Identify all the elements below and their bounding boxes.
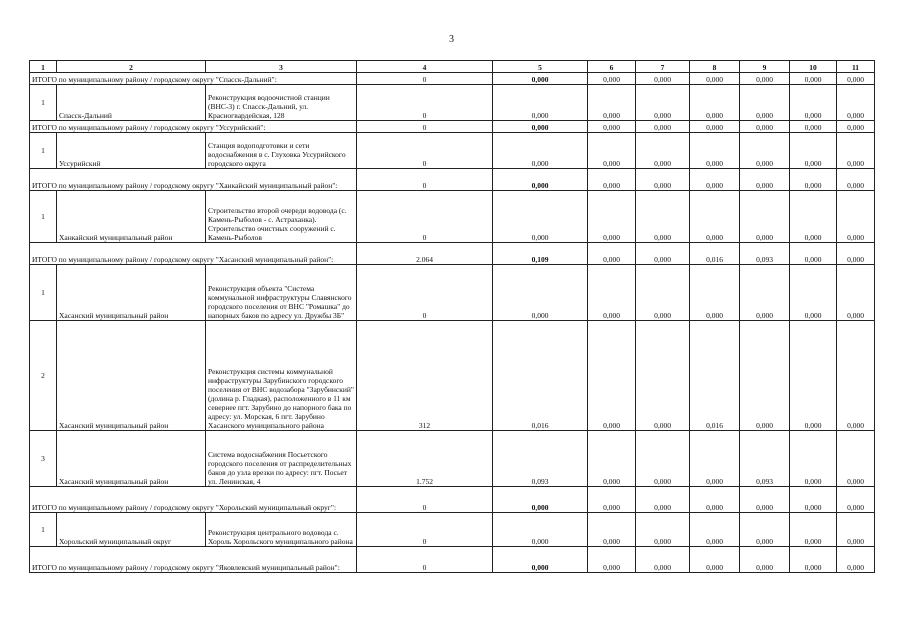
- table-row: [30, 133, 875, 169]
- value-cell: 0,109: [493, 243, 588, 265]
- value-cell: 0,000: [837, 431, 875, 487]
- value-cell: 0,000: [837, 85, 875, 121]
- value-cell: 0,000: [790, 85, 837, 121]
- header-cell: 11: [837, 61, 875, 73]
- header-cell: 6: [588, 61, 636, 73]
- value-cell: 0,000: [837, 487, 875, 513]
- value-cell: 0,000: [690, 85, 740, 121]
- value-cell: 0,016: [690, 243, 740, 265]
- value-cell: 0,000: [837, 191, 875, 243]
- value-cell: 0,000: [636, 243, 690, 265]
- value-cell: 0,000: [790, 487, 837, 513]
- value-cell: 0,000: [690, 169, 740, 191]
- value-cell: 0,000: [740, 85, 790, 121]
- value-cell: 0: [357, 169, 493, 191]
- value-cell: 0,000: [790, 547, 837, 573]
- value-cell: 0,000: [588, 73, 636, 85]
- total-row: [30, 169, 875, 191]
- value-cell: 0,000: [790, 243, 837, 265]
- value-cell: 0,000: [790, 431, 837, 487]
- value-cell: 0,000: [636, 513, 690, 547]
- value-cell: 0,000: [740, 513, 790, 547]
- header-cell: 8: [690, 61, 740, 73]
- header-cell: 4: [357, 61, 493, 73]
- total-label: ИТОГО по муниципальному району / городскому округу "Хорольский муниципальный округ":: [30, 487, 357, 513]
- value-cell: 0,000: [837, 243, 875, 265]
- value-cell: 0,000: [636, 133, 690, 169]
- object-description: Реконструкция водоочистной станции (ВНС-3) г. Спасск-Дальний, ул. Красногвардейская, 128: [206, 85, 357, 121]
- total-label: ИТОГО по муниципальному району / городскому округу "Уссурийский":: [30, 121, 357, 133]
- value-cell: 0,093: [740, 243, 790, 265]
- value-cell: 0,000: [636, 169, 690, 191]
- value-cell: 0,000: [636, 265, 690, 321]
- value-cell: 0: [357, 133, 493, 169]
- header-row: [30, 61, 875, 73]
- value-cell: 0,000: [690, 487, 740, 513]
- value-cell: 0,000: [588, 169, 636, 191]
- value-cell: 0: [357, 73, 493, 85]
- value-cell: 0,000: [790, 73, 837, 85]
- value-cell: 0,000: [837, 321, 875, 431]
- value-cell: 312: [357, 321, 493, 431]
- district-name: Хасанский муниципальный район: [57, 321, 206, 431]
- value-cell: 0,000: [690, 265, 740, 321]
- value-cell: 0,000: [740, 121, 790, 133]
- value-cell: 0: [357, 513, 493, 547]
- value-cell: 0,000: [690, 431, 740, 487]
- value-cell: 0: [357, 547, 493, 573]
- value-cell: 0,000: [636, 547, 690, 573]
- value-cell: 0,000: [740, 321, 790, 431]
- value-cell: 0,000: [588, 191, 636, 243]
- value-cell: 0,000: [837, 169, 875, 191]
- value-cell: 1.752: [357, 431, 493, 487]
- value-cell: 0,000: [790, 169, 837, 191]
- value-cell: 0,000: [690, 513, 740, 547]
- total-label: ИТОГО по муниципальному району / городскому округу "Спасск-Дальний":: [30, 73, 357, 85]
- value-cell: 0,000: [588, 243, 636, 265]
- value-cell: 0,000: [837, 513, 875, 547]
- value-cell: 0,000: [837, 133, 875, 169]
- row-index: 1: [30, 191, 57, 243]
- value-cell: 0,000: [588, 513, 636, 547]
- value-cell: 0,000: [636, 191, 690, 243]
- value-cell: 0,000: [790, 191, 837, 243]
- table-row: [30, 191, 875, 243]
- value-cell: 0,093: [740, 431, 790, 487]
- value-cell: 0,000: [740, 73, 790, 85]
- value-cell: 2.064: [357, 243, 493, 265]
- header-cell: 9: [740, 61, 790, 73]
- value-cell: 0,016: [493, 321, 588, 431]
- object-description: Реконструкция системы коммунальной инфраструктуры Зарубинского городского поселения от ВНС водозабора "Зарубинский" (долина р. Гладкая), расположенного в 11 км севернее пгт. Зарубино до напорного бака по адресу: ул. Морская, 6 пгт. Зарубино Хасанского муниципального района: [206, 321, 357, 431]
- table-row: [30, 265, 875, 321]
- value-cell: 0,000: [790, 321, 837, 431]
- object-description: Реконструкция центрального водовода с. Хороль Хорольского муниципального района: [206, 513, 357, 547]
- value-cell: 0,000: [740, 169, 790, 191]
- value-cell: 0,000: [493, 487, 588, 513]
- value-cell: 0,000: [493, 547, 588, 573]
- value-cell: 0,000: [588, 133, 636, 169]
- value-cell: 0,000: [636, 85, 690, 121]
- table-row: [30, 85, 875, 121]
- value-cell: 0,000: [790, 133, 837, 169]
- value-cell: 0,000: [588, 85, 636, 121]
- value-cell: 0,000: [588, 121, 636, 133]
- value-cell: 0,000: [588, 321, 636, 431]
- value-cell: 0,000: [588, 431, 636, 487]
- value-cell: 0,000: [493, 265, 588, 321]
- total-row: [30, 73, 875, 85]
- row-index: 1: [30, 133, 57, 169]
- data-table: [29, 60, 875, 573]
- value-cell: 0,000: [493, 513, 588, 547]
- header-cell: 7: [636, 61, 690, 73]
- value-cell: 0,000: [636, 121, 690, 133]
- value-cell: 0,000: [790, 265, 837, 321]
- district-name: Спасск-Дальний: [57, 85, 206, 121]
- value-cell: 0,000: [588, 487, 636, 513]
- value-cell: 0,000: [493, 121, 588, 133]
- value-cell: 0,000: [740, 133, 790, 169]
- header-cell: 10: [790, 61, 837, 73]
- value-cell: 0,000: [740, 547, 790, 573]
- value-cell: 0,093: [493, 431, 588, 487]
- header-cell: 5: [493, 61, 588, 73]
- table-row: [30, 321, 875, 431]
- header-cell: 3: [206, 61, 357, 73]
- value-cell: 0,000: [588, 547, 636, 573]
- value-cell: 0,016: [690, 321, 740, 431]
- value-cell: 0,000: [790, 513, 837, 547]
- row-index: 3: [30, 431, 57, 487]
- table-row: [30, 513, 875, 547]
- district-name: Хасанский муниципальный район: [57, 265, 206, 321]
- value-cell: 0,000: [690, 121, 740, 133]
- value-cell: 0,000: [636, 73, 690, 85]
- table-row: [30, 431, 875, 487]
- district-name: Хорольский муниципальный округ: [57, 513, 206, 547]
- value-cell: 0,000: [690, 191, 740, 243]
- total-label: ИТОГО по муниципальному району / городскому округу "Яковлевский муниципальный район":: [30, 547, 357, 573]
- value-cell: 0,000: [493, 169, 588, 191]
- district-name: Ханкайский муниципальный район: [57, 191, 206, 243]
- row-index: 2: [30, 321, 57, 431]
- row-index: 1: [30, 85, 57, 121]
- value-cell: 0,000: [740, 265, 790, 321]
- value-cell: 0,000: [837, 547, 875, 573]
- total-row: [30, 487, 875, 513]
- value-cell: 0,000: [493, 133, 588, 169]
- row-index: 1: [30, 265, 57, 321]
- value-cell: 0,000: [636, 487, 690, 513]
- object-description: Реконструкция объекта "Система коммунальной инфраструктуры Славянского городского поселения от ВНС "Ромашка" до напорных баков по адресу ул. Дружбы 3Б": [206, 265, 357, 321]
- value-cell: 0,000: [837, 265, 875, 321]
- value-cell: 0: [357, 265, 493, 321]
- total-row: [30, 243, 875, 265]
- object-description: Станция водоподготовки и сети водоснабжения в с. Глуховка Уссурийского городского округа: [206, 133, 357, 169]
- value-cell: 0,000: [636, 431, 690, 487]
- total-label: ИТОГО по муниципальному району / городскому округу "Хасанский муниципальный район":: [30, 243, 357, 265]
- value-cell: 0,000: [636, 321, 690, 431]
- value-cell: 0,000: [837, 121, 875, 133]
- value-cell: 0,000: [740, 487, 790, 513]
- district-name: Хасанский муниципальный район: [57, 431, 206, 487]
- total-label: ИТОГО по муниципальному району / городскому округу "Ханкайский муниципальный район":: [30, 169, 357, 191]
- page-number: 3: [449, 34, 454, 45]
- header-cell: 1: [30, 61, 57, 73]
- value-cell: 0,000: [690, 133, 740, 169]
- value-cell: 0: [357, 191, 493, 243]
- value-cell: 0: [357, 487, 493, 513]
- value-cell: 0,000: [493, 85, 588, 121]
- value-cell: 0,000: [493, 191, 588, 243]
- value-cell: 0,000: [588, 265, 636, 321]
- total-row: [30, 547, 875, 573]
- total-row: [30, 121, 875, 133]
- value-cell: 0,000: [740, 191, 790, 243]
- value-cell: 0: [357, 121, 493, 133]
- row-index: 1: [30, 513, 57, 547]
- object-description: Система водоснабжения Посьетского городского поселения от распределительных баков до узла врезки по адресу: пгт. Посьет ул. Ленинская, 4: [206, 431, 357, 487]
- object-description: Строительство второй очереди водовода (с. Камень-Рыболов - с. Астраханка). Строительство очистных сооружений с. Камень-Рыболов: [206, 191, 357, 243]
- value-cell: 0,000: [690, 547, 740, 573]
- district-name: Уссурийский: [57, 133, 206, 169]
- value-cell: 0,000: [690, 73, 740, 85]
- value-cell: 0,000: [493, 73, 588, 85]
- value-cell: 0,000: [790, 121, 837, 133]
- value-cell: 0,000: [837, 73, 875, 85]
- header-cell: 2: [57, 61, 206, 73]
- value-cell: 0: [357, 85, 493, 121]
